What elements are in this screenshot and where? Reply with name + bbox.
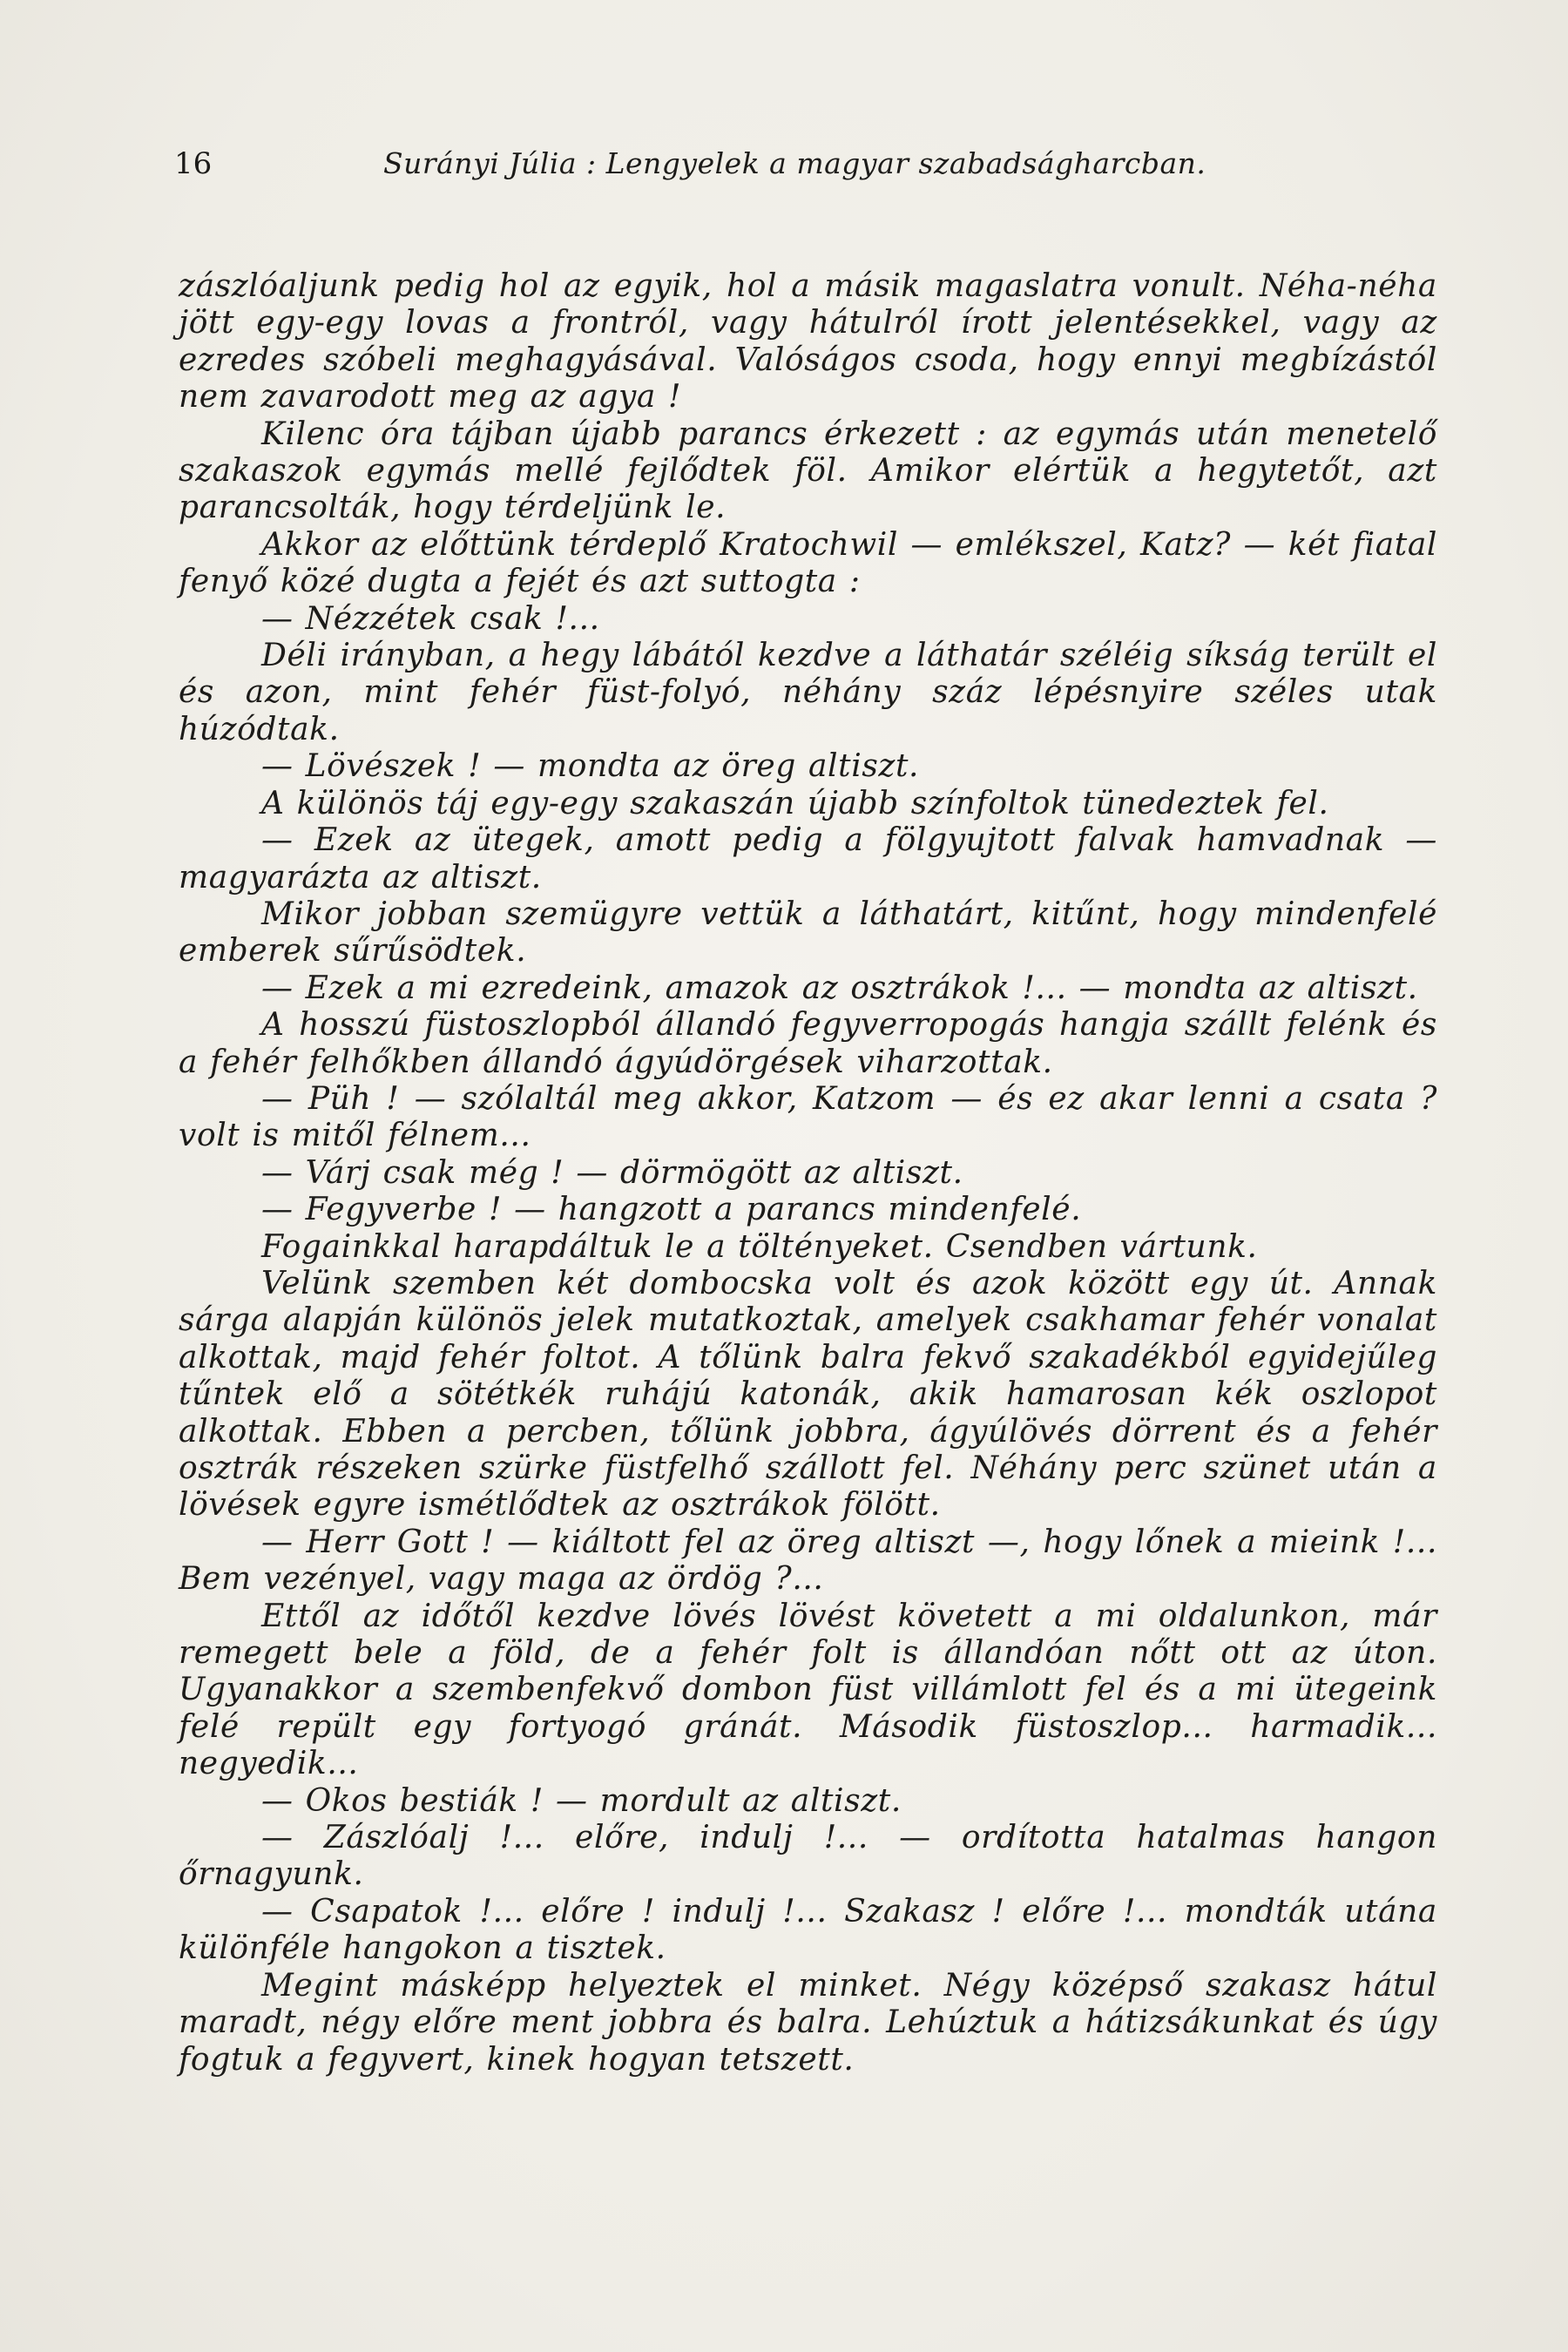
- page-header: [174, 146, 1437, 190]
- body-text: [179, 268, 1437, 2078]
- paragraph: — Zászlóalj !... előre, indulj !... — ordította hatalmas hangon őrnagyunk.: [179, 1820, 1437, 1893]
- paragraph: — Nézzétek csak !...: [261, 600, 600, 637]
- paragraph: Fogainkkal harapdáltuk le a töltényeket. Csendben vártunk.: [261, 1228, 1258, 1265]
- paragraph: Ettől az időtől kezdve lövés lövést követett a mi oldalunkon, már remegett bele a föld, de a fehér folt is állandóan nőtt ott az úton. Ugyanakkor a szembenfekvő dombon füst villámlott fel és a mi ütegeink felé repült egy fortyogó gránát. Második füstoszlop... harmadik... negyedik...: [179, 1598, 1437, 1782]
- paragraph: — Lövészek ! — mondta az öreg altiszt.: [261, 748, 920, 785]
- paragraph: — Püh ! — szólaltál meg akkor, Katzom — és ez akar lenni a csata ? volt is mitől félnem...: [179, 1080, 1437, 1154]
- paragraph: — Okos bestiák ! — mordult az altiszt.: [261, 1782, 902, 1819]
- paragraph: Déli irányban, a hegy lábától kezdve a láthatár széléig síkság terült el és azon, mint fehér füst-folyó, néhány száz lépésnyire széles utak húzódtak.: [179, 638, 1437, 747]
- paragraph: — Ezek az ütegek, amott pedig a fölgyujtott falvak hamvadnak — magyarázta az altiszt.: [179, 822, 1437, 896]
- paragraph: — Ezek a mi ezredeink, amazok az osztrákok !... — mondta az altiszt.: [261, 970, 1418, 1006]
- paragraph: — Csapatok !... előre ! indulj !... Szakasz ! előre !... mondták utána különféle hangokon a tisztek.: [179, 1893, 1437, 1967]
- paragraph: — Herr Gott ! — kiáltott fel az öreg altiszt —, hogy lőnek a mieink !... Bem vezényel, vagy maga az ördög ?...: [179, 1524, 1437, 1598]
- paragraph: zászlóaljunk pedig hol az egyik, hol a másik magaslatra vonult. Néha-néha jött egy-egy lovas a frontról, vagy hátulról írott jelentésekkel, vagy az ezredes szóbeli meghagyásával. Valóságos csoda, hogy ennyi megbízástól nem zavarodott meg az agya !: [179, 268, 1437, 416]
- paragraph: — Fegyverbe ! — hangzott a parancs mindenfelé.: [261, 1192, 1082, 1228]
- paragraph: A hosszú füstoszlopból állandó fegyverropogás hangja szállt felénk és a fehér felhőkben állandó ágyúdörgések viharzottak.: [179, 1007, 1437, 1080]
- paragraph: Megint másképp helyeztek el minket. Négy középső szakasz hátul maradt, négy előre ment jobbra és balra. Lehúztuk a hátizsákunkat és úgy fogtuk a fegyvert, kinek hogyan tetszett.: [179, 1967, 1437, 2078]
- running-title: Surányi Júlia : Lengyelek a magyar szabadságharcban.: [383, 146, 1206, 180]
- paragraph: — Várj csak még ! — dörmögött az altiszt.: [261, 1154, 963, 1191]
- paragraph: Velünk szemben két dombocska volt és azok között egy út. Annak sárga alapján különös jelek mutatkoztak, amelyek csakhamar fehér vonalat alkottak, majd fehér foltot. A tőlünk balra fekvő szakadékból egyidejűleg tűntek elő a sötétkék ruhájú katonák, akik hamarosan kék oszlopot alkottak. Ebben a percben, tőlünk jobbra, ágyúlövés dörrent és a fehér osztrák részeken szürke füstfelhő szállott fel. Néhány perc szünet után a lövések egyre ismétlődtek az osztrákok fölött.: [179, 1265, 1437, 1524]
- paragraph: Mikor jobban szemügyre vettük a láthatárt, kitűnt, hogy mindenfelé emberek sűrűsödtek.: [179, 896, 1437, 970]
- paragraph: A különös táj egy-egy szakaszán újabb színfoltok tünedeztek fel.: [261, 785, 1329, 821]
- page-number: 16: [174, 146, 213, 181]
- paragraph: Kilenc óra tájban újabb parancs érkezett : az egymás után menetelő szakaszok egymás mellé fejlődtek föl. Amikor elértük a hegytetőt, azt parancsolták, hogy térdeljünk le.: [179, 416, 1437, 526]
- paragraph: Akkor az előttünk térdeplő Kratochwil — emlékszel, Katz? — két fiatal fenyő közé dugta a fejét és azt suttogta :: [179, 526, 1437, 600]
